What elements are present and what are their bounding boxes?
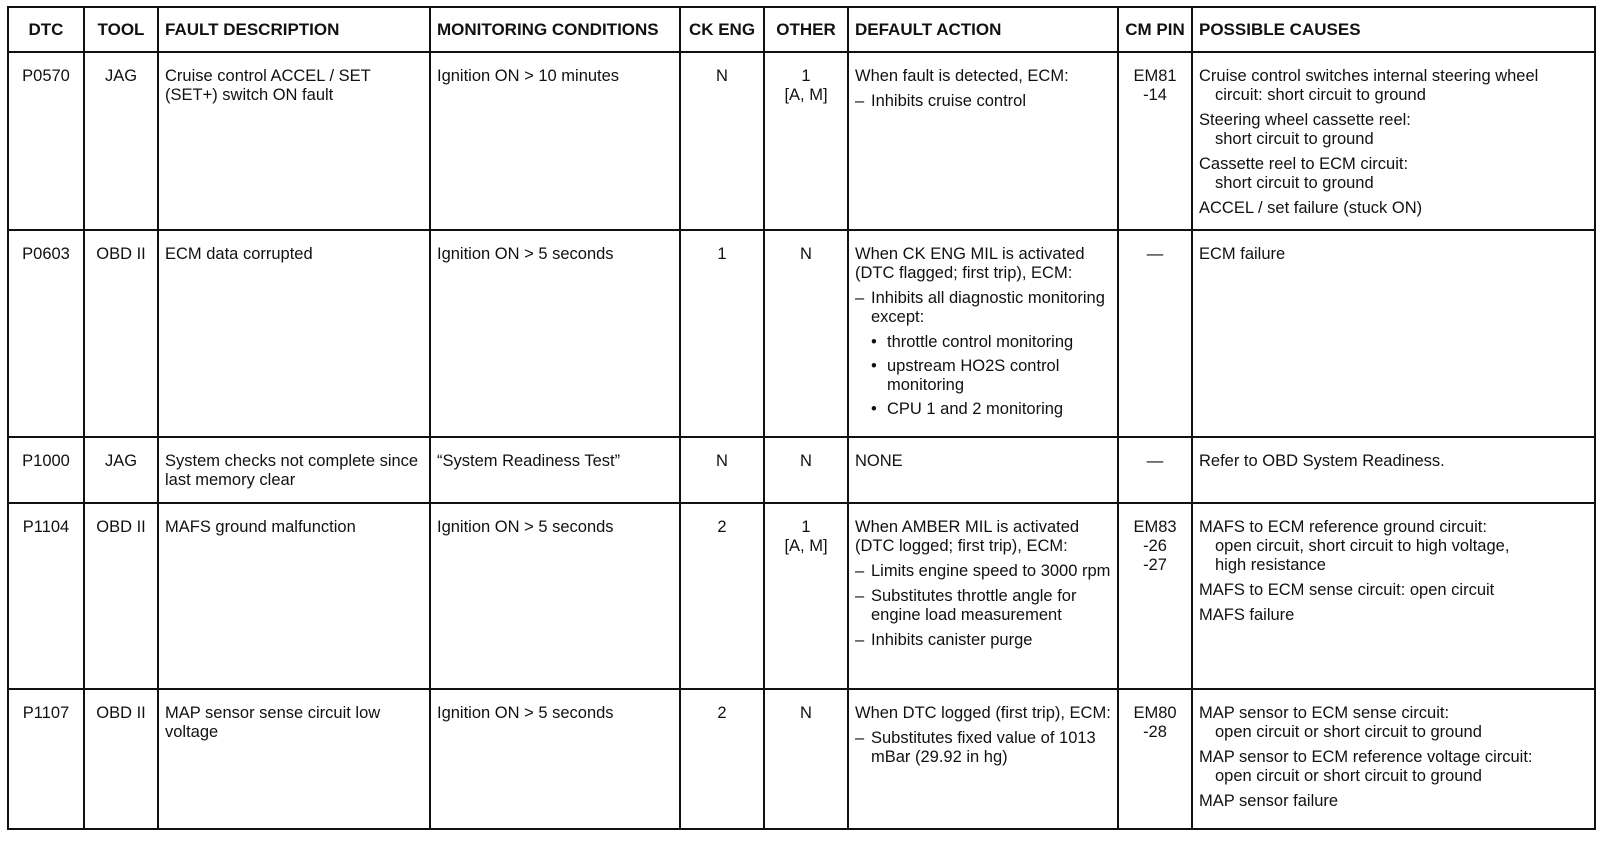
possible-cause <box>1199 518 1588 575</box>
cell-ck-eng: N <box>680 437 764 503</box>
cm-pin-line: -14 <box>1143 86 1167 104</box>
default-action-item-text: Inhibits cruise control <box>871 92 1026 110</box>
cell-tool: JAG <box>84 437 158 503</box>
cell-default-action <box>848 437 1118 503</box>
possible-cause-line: Cruise control switches internal steering wheel <box>1199 67 1539 85</box>
default-action-bullet <box>871 400 1111 419</box>
possible-cause-line: circuit: short circuit to ground <box>1215 86 1426 104</box>
default-action-intro: When CK ENG MIL is activated (DTC flagged; first trip), ECM: <box>855 245 1085 282</box>
default-action-item <box>855 587 1111 625</box>
header-fault-description: FAULT DESCRIPTION <box>158 7 430 52</box>
header-monitoring-conditions: MONITORING CONDITIONS <box>430 7 680 52</box>
cell-tool: OBD II <box>84 230 158 437</box>
cell-other <box>764 437 848 503</box>
cell-dtc: P0603 <box>8 230 84 437</box>
default-action-bullet-text: upstream HO2S control monitoring <box>887 357 1060 394</box>
cell-monitoring-conditions: Ignition ON > 5 seconds <box>430 503 680 689</box>
possible-cause <box>1199 748 1588 786</box>
cell-tool: JAG <box>84 52 158 230</box>
table-row <box>8 437 1595 503</box>
cell-ck-eng: N <box>680 52 764 230</box>
cell-possible-causes <box>1192 52 1595 230</box>
dash-marker: – <box>855 92 865 110</box>
possible-cause-line: ACCEL / set failure (stuck ON) <box>1199 199 1423 217</box>
cell-ck-eng: 1 <box>680 230 764 437</box>
default-action-item-text: Limits engine speed to 3000 rpm <box>871 562 1111 580</box>
bullet-marker: • <box>871 400 877 418</box>
table-row <box>8 503 1595 689</box>
header-tool: TOOL <box>84 7 158 52</box>
cell-fault-description: MAP sensor sense circuit low voltage <box>158 689 430 829</box>
default-action-item <box>855 631 1111 650</box>
cell-possible-causes <box>1192 230 1595 437</box>
cell-default-action <box>848 689 1118 829</box>
cell-default-action <box>848 503 1118 689</box>
default-action-item <box>855 289 1111 327</box>
other-line: [A, M] <box>784 86 828 104</box>
dash-marker: – <box>855 729 865 747</box>
cell-tool: OBD II <box>84 503 158 689</box>
dash-marker: – <box>855 289 865 307</box>
cm-pin-line: -26 <box>1143 537 1167 555</box>
cell-other <box>764 503 848 689</box>
default-action-intro: When fault is detected, ECM: <box>855 67 1069 85</box>
possible-cause-line: MAFS failure <box>1199 606 1295 624</box>
header-other: OTHER <box>764 7 848 52</box>
other-line: [A, M] <box>784 537 828 555</box>
default-action-item-text: Substitutes throttle angle for engine load measurement <box>871 587 1077 624</box>
cm-pin-line: EM83 <box>1133 518 1177 536</box>
possible-cause-line: short circuit to ground <box>1215 174 1374 192</box>
possible-cause <box>1199 452 1588 471</box>
possible-cause <box>1199 704 1588 742</box>
possible-cause <box>1199 111 1588 149</box>
default-action-item <box>855 92 1111 111</box>
cell-monitoring-conditions: Ignition ON > 5 seconds <box>430 230 680 437</box>
cell-dtc: P1107 <box>8 689 84 829</box>
other-line: N <box>800 704 812 722</box>
header-cm-pin: CM PIN <box>1118 7 1192 52</box>
table-row <box>8 689 1595 829</box>
cell-ck-eng: 2 <box>680 503 764 689</box>
cell-dtc: P1104 <box>8 503 84 689</box>
other-line: N <box>800 245 812 263</box>
default-action-bullet <box>871 333 1111 352</box>
default-action-bullet-text: throttle control monitoring <box>887 333 1074 351</box>
possible-cause-line: ECM failure <box>1199 245 1286 263</box>
cell-cm-pin <box>1118 437 1192 503</box>
other-line: N <box>800 452 812 470</box>
cell-dtc: P0570 <box>8 52 84 230</box>
possible-cause <box>1199 155 1588 193</box>
cell-ck-eng: 2 <box>680 689 764 829</box>
possible-cause-line: open circuit or short circuit to ground <box>1215 767 1482 785</box>
header-ck-eng: CK ENG <box>680 7 764 52</box>
cell-other <box>764 230 848 437</box>
possible-cause-line: Cassette reel to ECM circuit: <box>1199 155 1409 173</box>
header-dtc: DTC <box>8 7 84 52</box>
default-action-item <box>855 729 1111 767</box>
possible-cause <box>1199 199 1588 218</box>
default-action-bullet-text: CPU 1 and 2 monitoring <box>887 400 1064 418</box>
default-action-intro: When AMBER MIL is activated (DTC logged; first trip), ECM: <box>855 518 1080 555</box>
dash-marker: – <box>855 587 865 605</box>
table-row <box>8 230 1595 437</box>
default-action-item-text: Inhibits all diagnostic monitoring except: <box>871 289 1105 326</box>
possible-cause <box>1199 581 1588 600</box>
cell-other <box>764 689 848 829</box>
possible-cause-line: high resistance <box>1215 556 1326 574</box>
possible-cause-line: MAP sensor failure <box>1199 792 1339 810</box>
cm-pin-line: — <box>1146 452 1164 470</box>
cm-pin-line: EM80 <box>1133 704 1177 722</box>
default-action-item-text: Inhibits canister purge <box>871 631 1033 649</box>
possible-cause-line: MAP sensor to ECM reference voltage circuit: <box>1199 748 1533 766</box>
cell-default-action <box>848 52 1118 230</box>
dtc-table <box>7 6 1596 830</box>
default-action-bullet <box>871 357 1111 395</box>
possible-cause-line: Steering wheel cassette reel: <box>1199 111 1411 129</box>
possible-cause <box>1199 792 1588 811</box>
possible-cause <box>1199 67 1588 105</box>
possible-cause-line: open circuit or short circuit to ground <box>1215 723 1482 741</box>
default-action-intro: NONE <box>855 452 903 470</box>
default-action-intro: When DTC logged (first trip), ECM: <box>855 704 1111 722</box>
possible-cause-line: MAFS to ECM reference ground circuit: <box>1199 518 1487 536</box>
cell-dtc: P1000 <box>8 437 84 503</box>
possible-cause-line: MAP sensor to ECM sense circuit: <box>1199 704 1450 722</box>
cell-other <box>764 52 848 230</box>
cell-tool: OBD II <box>84 689 158 829</box>
other-line: 1 <box>801 518 811 536</box>
table-row <box>8 52 1595 230</box>
cell-monitoring-conditions: “System Readiness Test” <box>430 437 680 503</box>
possible-cause <box>1199 606 1588 625</box>
possible-cause-line: MAFS to ECM sense circuit: open circuit <box>1199 581 1495 599</box>
dash-marker: – <box>855 562 865 580</box>
cell-possible-causes <box>1192 689 1595 829</box>
cell-fault-description: System checks not complete since last memory clear <box>158 437 430 503</box>
cell-fault-description: MAFS ground malfunction <box>158 503 430 689</box>
cm-pin-line: -28 <box>1143 723 1167 741</box>
default-action-item <box>855 562 1111 581</box>
possible-cause <box>1199 245 1588 264</box>
cm-pin-line: -27 <box>1143 556 1167 574</box>
cm-pin-line: EM81 <box>1133 67 1177 85</box>
cell-cm-pin <box>1118 689 1192 829</box>
bullet-marker: • <box>871 357 877 375</box>
cell-fault-description: Cruise control ACCEL / SET (SET+) switch ON fault <box>158 52 430 230</box>
possible-cause-line: Refer to OBD System Readiness. <box>1199 452 1445 470</box>
cell-possible-causes <box>1192 503 1595 689</box>
default-action-item-text: Substitutes fixed value of 1013 mBar (29.92 in hg) <box>871 729 1096 766</box>
possible-cause-line: short circuit to ground <box>1215 130 1374 148</box>
bullet-marker: • <box>871 333 877 351</box>
cm-pin-line: — <box>1146 245 1164 263</box>
other-line: 1 <box>801 67 811 85</box>
header-possible-causes: POSSIBLE CAUSES <box>1192 7 1595 52</box>
cell-monitoring-conditions: Ignition ON > 5 seconds <box>430 689 680 829</box>
dash-marker: – <box>855 631 865 649</box>
header-row <box>8 7 1595 52</box>
cell-possible-causes <box>1192 437 1595 503</box>
possible-cause-line: open circuit, short circuit to high voltage, <box>1215 537 1510 555</box>
header-default-action: DEFAULT ACTION <box>848 7 1118 52</box>
cell-cm-pin <box>1118 503 1192 689</box>
cell-fault-description: ECM data corrupted <box>158 230 430 437</box>
cell-monitoring-conditions: Ignition ON > 10 minutes <box>430 52 680 230</box>
cell-default-action <box>848 230 1118 437</box>
cell-cm-pin <box>1118 230 1192 437</box>
cell-cm-pin <box>1118 52 1192 230</box>
